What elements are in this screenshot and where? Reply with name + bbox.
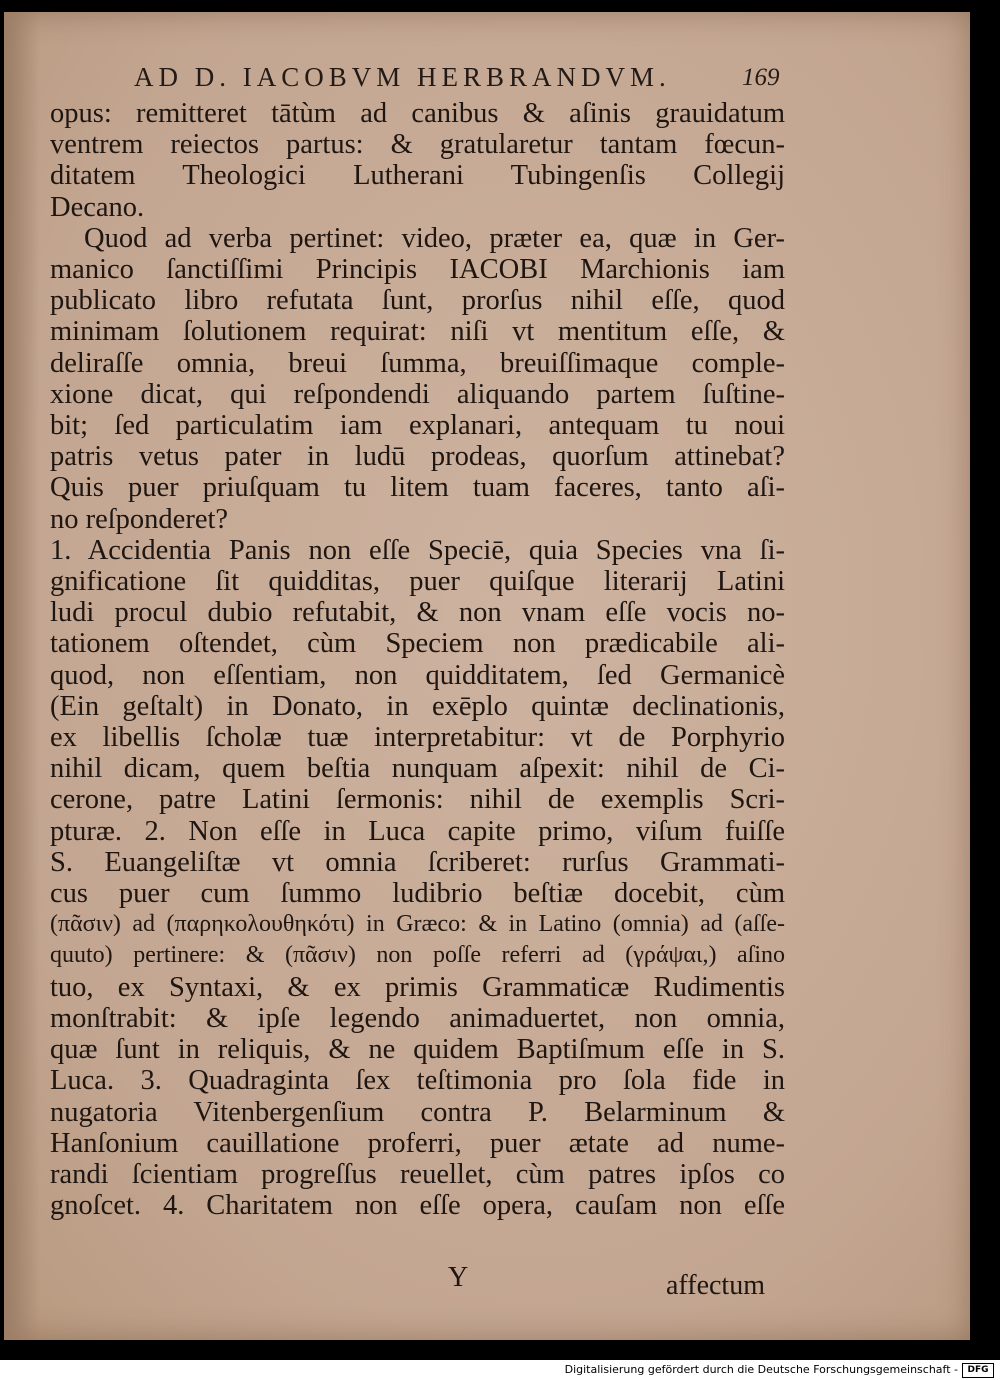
text-line: randi ſcientiam progreſſus reuellet, cùm patres ipſos co	[50, 1158, 785, 1190]
text-line: quod, non eſſentiam, non quidditatem, ſed Germanicè	[50, 659, 785, 691]
dfg-logo-icon: DFG	[962, 1363, 994, 1378]
book-page	[4, 12, 970, 1340]
running-head: AD D. IACOBVM HERBRANDVM.	[134, 62, 671, 92]
text-line: quæ ſunt in reliquis, & ne quidem Baptiſmum eſſe in S.	[50, 1034, 785, 1066]
text-line: monſtrabit: & ipſe legendo animaduertet, non omnia,	[50, 1002, 785, 1034]
text-line: Decano.	[50, 191, 145, 223]
text-line: tationem oſtendet, cùm Speciem non prædicabile ali-	[50, 628, 785, 660]
catchword: affectum	[666, 1270, 765, 1301]
text-line: ex libellis ſcholæ tuæ interpretabitur: vt de Porphyrio	[50, 722, 785, 754]
text-line: patris vetus pater in ludū prodeas, quorſum attinebat?	[50, 441, 785, 473]
text-line: (πᾶσιν) ad (παρηκολουθηκότι) in Græco: & in Latino (omnia) ad (aſſe-	[50, 911, 785, 938]
body-text	[50, 98, 785, 1221]
text-line: xione dicat, qui reſpondendi aliquando partem ſuſtine-	[50, 378, 785, 410]
text-line: ditatem Theologici Lutherani Tubingenſis Collegij	[50, 160, 785, 192]
text-line: ludi procul dubio refutabit, & non vnam eſſe vocis no-	[50, 597, 785, 629]
text-line: cerone, patre Latini ſermonis: nihil de exemplis Scri-	[50, 784, 785, 816]
text-line: bit; ſed particulatim iam explanari, antequam tu noui	[50, 410, 785, 442]
text-line: opus: remitteret tātùm ad canibus & aſinis grauidatum	[50, 98, 785, 129]
text-line: publicato libro refutata ſunt, prorſus nihil eſſe, quod	[50, 285, 785, 317]
text-line: pturæ. 2. Non eſſe in Luca capite primo, viſum fuiſſe	[50, 815, 785, 847]
text-line: Luca. 3. Quadraginta ſex teſtimonia pro ſola fide in	[50, 1065, 785, 1097]
text-line: nugatoria Vitenbergenſium contra P. Belarminum &	[50, 1096, 785, 1128]
text-line: (Ein geſtalt) in Donato, in exēplo quintæ declinationis,	[50, 690, 785, 722]
digitization-note: Digitalisierung gefördert durch die Deutsche Forschungsgemeinschaft -	[564, 1363, 958, 1376]
text-line: manico ſanctiſſimi Principis IACOBI Marchionis iam	[50, 254, 785, 286]
text-line: Hanſonium cauillatione proferri, puer ætate ad nume-	[50, 1127, 785, 1159]
text-line: quuto) pertinere: & (πᾶσιν) non poſſe referri ad (γράψαι,) aſino	[50, 942, 785, 969]
signature-mark: Y	[448, 1262, 469, 1293]
text-line: deliraſſe omnia, breui ſumma, breuiſſimaque comple-	[50, 347, 785, 379]
digitization-footer	[0, 1360, 1000, 1380]
text-line: S. Euangeliſtæ vt omnia ſcriberet: rurſus Grammati-	[50, 846, 785, 878]
page-binding-shadow	[4, 12, 40, 1340]
text-line: gnoſcet. 4. Charitatem non eſſe opera, cauſam non eſſe	[50, 1190, 785, 1222]
text-line: tuo, ex Syntaxi, & ex primis Grammaticæ Rudimentis	[50, 971, 785, 1003]
text-line: ventrem reiectos partus: & gratularetur tantam fœcun-	[50, 129, 785, 161]
text-line: gnificatione ſit quidditas, puer quiſque literarij Latini	[50, 566, 785, 598]
text-line: 1. Accidentia Panis non eſſe Speciē, quia Species vna ſi-	[50, 534, 785, 566]
text-line: Quis puer priuſquam tu litem tuam faceres, tanto aſi-	[50, 472, 785, 504]
text-line: Quod ad verba pertinet: video, præter ea, quæ in Ger-	[84, 222, 785, 254]
text-line: nihil dicam, quem beſtia nunquam aſpexit: nihil de Ci-	[50, 753, 785, 785]
text-line: minimam ſolutionem requirat: niſi vt mentitum eſſe, &	[50, 316, 785, 348]
page-number: 169	[742, 64, 780, 91]
text-line: cus puer cum ſummo ludibrio beſtiæ docebit, cùm	[50, 878, 785, 910]
text-line: no reſponderet?	[50, 503, 229, 535]
